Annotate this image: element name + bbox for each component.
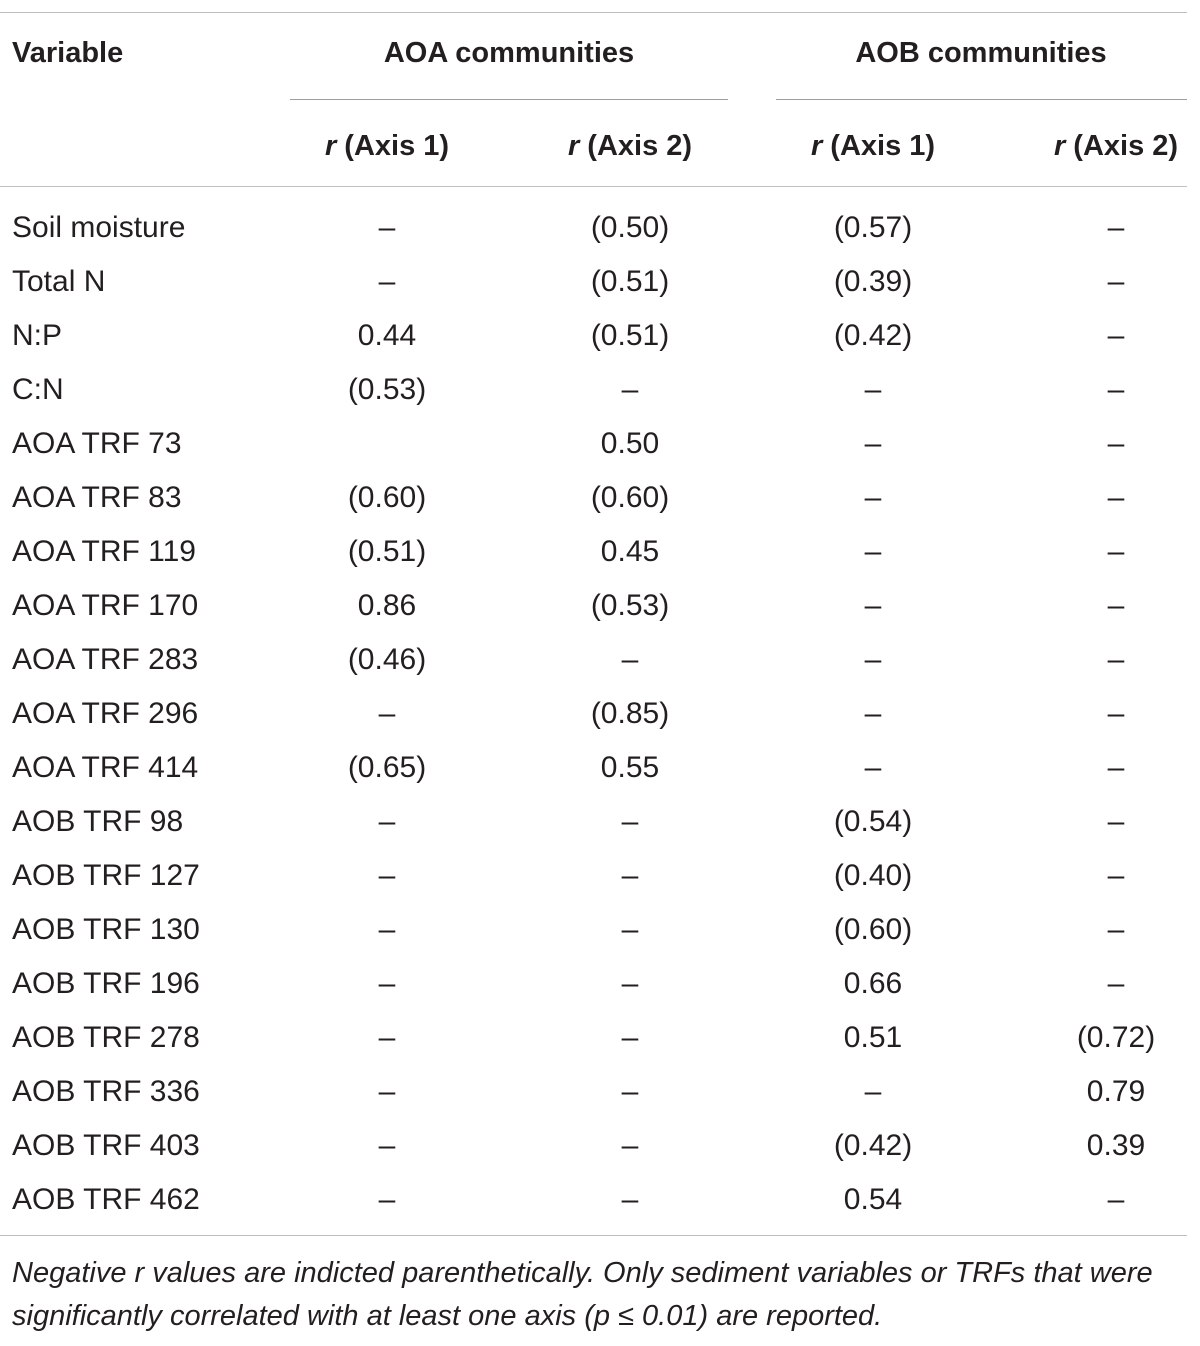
header-aob-communities: AOB communities xyxy=(855,37,1107,69)
cell-aoa-axis1: – xyxy=(378,967,396,1000)
cell-aob-axis1: 0.66 xyxy=(843,967,903,1000)
cell-aoa-axis2: – xyxy=(621,373,639,406)
cell-aob-axis2: – xyxy=(1107,427,1125,460)
cell-aoa-axis1: – xyxy=(378,1129,396,1162)
cell-aoa-axis1: (0.65) xyxy=(347,751,427,784)
cell-aob-axis1: – xyxy=(864,589,882,622)
cell-aob-axis2: – xyxy=(1107,373,1125,406)
cell-variable: C:N xyxy=(12,373,64,406)
aoa-group-underline xyxy=(290,99,728,100)
header-bottom-rule xyxy=(0,186,1187,187)
cell-aoa-axis1: 0.86 xyxy=(357,589,417,622)
table-top-rule xyxy=(0,12,1187,13)
cell-aoa-axis1: – xyxy=(378,211,396,244)
cell-aoa-axis1: – xyxy=(378,805,396,838)
cell-aoa-axis2: – xyxy=(621,1183,639,1216)
cell-variable: Soil moisture xyxy=(12,211,186,244)
cell-aob-axis2: – xyxy=(1107,265,1125,298)
axis-label: (Axis 2) xyxy=(579,130,693,162)
cell-variable: AOA TRF 170 xyxy=(12,589,199,622)
cell-aob-axis2: – xyxy=(1107,751,1125,784)
cell-aoa-axis1: (0.51) xyxy=(347,535,427,568)
cell-aoa-axis2: (0.85) xyxy=(590,697,670,730)
cell-aoa-axis2: – xyxy=(621,913,639,946)
cell-aoa-axis1: – xyxy=(378,859,396,892)
cell-aob-axis1: – xyxy=(864,373,882,406)
cell-aob-axis2: – xyxy=(1107,1183,1125,1216)
cell-aoa-axis2: (0.60) xyxy=(590,481,670,514)
header-aob-axis1 xyxy=(811,129,935,163)
cell-aob-axis1: (0.57) xyxy=(833,211,913,244)
cell-aob-axis2: (0.72) xyxy=(1076,1021,1156,1054)
axis-label: (Axis 1) xyxy=(336,130,450,162)
cell-aob-axis2: – xyxy=(1107,859,1125,892)
cell-aoa-axis1: (0.53) xyxy=(347,373,427,406)
cell-aoa-axis1: – xyxy=(378,265,396,298)
cell-aob-axis2: 0.39 xyxy=(1086,1129,1146,1162)
cell-aoa-axis2: – xyxy=(621,643,639,676)
cell-aoa-axis2: – xyxy=(621,859,639,892)
cell-aob-axis1: (0.60) xyxy=(833,913,913,946)
cell-aoa-axis2: 0.50 xyxy=(600,427,660,460)
cell-aob-axis2: – xyxy=(1107,211,1125,244)
cell-aob-axis1: – xyxy=(864,535,882,568)
cell-aob-axis1: (0.39) xyxy=(833,265,913,298)
cell-variable: AOB TRF 403 xyxy=(12,1129,200,1162)
cell-aoa-axis2: (0.51) xyxy=(590,319,670,352)
cell-variable: Total N xyxy=(12,265,106,298)
table-footnote: Negative r values are indicted parenthetically. Only sediment variables or TRFs that were significantly correlated with at least one axis (p ≤ 0.01) are reported. xyxy=(12,1257,1153,1332)
cell-variable: AOA TRF 73 xyxy=(12,427,182,460)
cell-aoa-axis1: – xyxy=(378,1021,396,1054)
axis-label: (Axis 1) xyxy=(822,130,936,162)
cell-variable: AOA TRF 296 xyxy=(12,697,199,730)
cell-variable: AOB TRF 98 xyxy=(12,805,184,838)
cell-aob-axis2: – xyxy=(1107,319,1125,352)
cell-aoa-axis2: – xyxy=(621,967,639,1000)
cell-aob-axis2: – xyxy=(1107,535,1125,568)
cell-aoa-axis1: – xyxy=(378,697,396,730)
cell-variable: AOB TRF 130 xyxy=(12,913,200,946)
cell-aoa-axis1: – xyxy=(378,1183,396,1216)
r-symbol: r xyxy=(1053,130,1066,162)
header-aoa-axis2 xyxy=(568,129,692,163)
table-bottom-rule xyxy=(0,1235,1187,1236)
cell-aob-axis1: – xyxy=(864,697,882,730)
cell-aoa-axis2: – xyxy=(621,1129,639,1162)
cell-aoa-axis2: – xyxy=(621,1021,639,1054)
cell-aob-axis1: – xyxy=(864,1075,882,1108)
cell-aob-axis1: (0.42) xyxy=(833,319,913,352)
cell-variable: AOB TRF 336 xyxy=(12,1075,200,1108)
cell-variable: AOA TRF 83 xyxy=(12,481,182,514)
cell-aob-axis1: – xyxy=(864,643,882,676)
cell-aoa-axis2: 0.45 xyxy=(600,535,660,568)
cell-aob-axis1: – xyxy=(864,427,882,460)
header-variable: Variable xyxy=(12,37,124,69)
cell-aoa-axis2: – xyxy=(621,805,639,838)
cell-variable: AOB TRF 278 xyxy=(12,1021,200,1054)
cell-variable: AOB TRF 196 xyxy=(12,967,200,1000)
cell-aob-axis1: 0.51 xyxy=(843,1021,903,1054)
cell-aob-axis1: 0.54 xyxy=(843,1183,903,1216)
axis-label: (Axis 2) xyxy=(1065,130,1179,162)
r-symbol: r xyxy=(567,130,580,162)
r-symbol: r xyxy=(810,130,823,162)
cell-aoa-axis1: (0.60) xyxy=(347,481,427,514)
cell-aob-axis1: (0.42) xyxy=(833,1129,913,1162)
header-aoa-communities: AOA communities xyxy=(383,37,635,69)
cell-aob-axis2: – xyxy=(1107,967,1125,1000)
cell-variable: AOA TRF 414 xyxy=(12,751,199,784)
cell-aoa-axis1: – xyxy=(378,1075,396,1108)
cell-aob-axis2: – xyxy=(1107,643,1125,676)
header-aoa-axis1 xyxy=(325,129,449,163)
cell-aob-axis2: 0.79 xyxy=(1086,1075,1146,1108)
cell-aob-axis1: – xyxy=(864,481,882,514)
cell-aob-axis2: – xyxy=(1107,913,1125,946)
cell-aob-axis2: – xyxy=(1107,697,1125,730)
cell-aob-axis2: – xyxy=(1107,589,1125,622)
cell-variable: AOB TRF 127 xyxy=(12,859,200,892)
cell-aoa-axis2: (0.53) xyxy=(590,589,670,622)
cell-aob-axis1: – xyxy=(864,751,882,784)
header-aob-axis2 xyxy=(1054,129,1178,163)
cell-aoa-axis1: 0.44 xyxy=(357,319,417,352)
r-symbol: r xyxy=(324,130,337,162)
cell-aoa-axis2: (0.50) xyxy=(590,211,670,244)
cell-aoa-axis2: – xyxy=(621,1075,639,1108)
aob-group-underline xyxy=(776,99,1187,100)
cell-aoa-axis1: (0.46) xyxy=(347,643,427,676)
cell-aoa-axis2: 0.55 xyxy=(600,751,660,784)
cell-variable: AOB TRF 462 xyxy=(12,1183,200,1216)
cell-aoa-axis1: – xyxy=(378,913,396,946)
cell-aob-axis2: – xyxy=(1107,481,1125,514)
cell-aob-axis1: (0.40) xyxy=(833,859,913,892)
cell-aob-axis2: – xyxy=(1107,805,1125,838)
cell-aoa-axis2: (0.51) xyxy=(590,265,670,298)
cell-aob-axis1: (0.54) xyxy=(833,805,913,838)
cell-variable: AOA TRF 283 xyxy=(12,643,199,676)
cell-variable: AOA TRF 119 xyxy=(12,535,196,568)
cell-variable: N:P xyxy=(12,319,63,352)
